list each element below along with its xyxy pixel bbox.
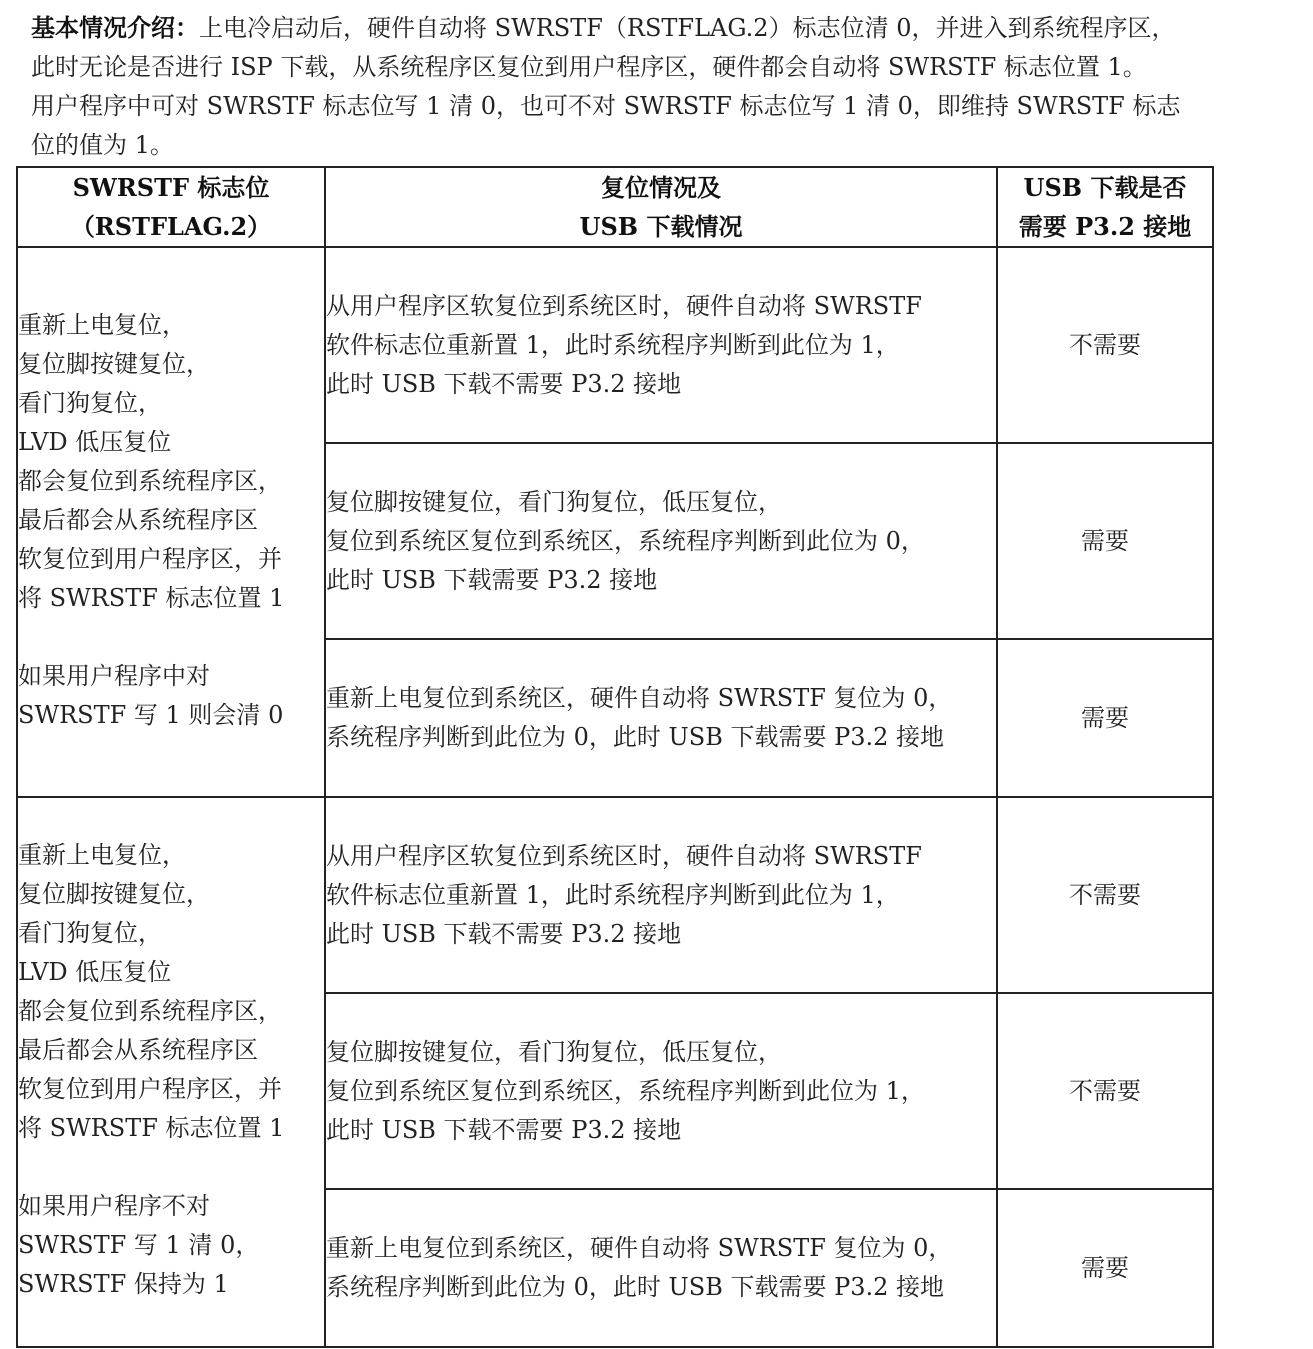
table-row [17,247,1213,443]
p32-answer-cell: 需要 [997,443,1213,639]
description-line: 从用户程序区软复位到系统区时，硬件自动将 SWRSTF [326,841,922,870]
reset-description-cell [325,797,997,993]
condition-note-line: SWRSTF 写 1 则会清 0 [18,701,284,729]
header-line: （RSTFLAG.2） [70,212,272,241]
intro-line: 上电冷启动后，硬件自动将 SWRSTF（RSTFLAG.2）标志位清 0，并进入到系统程序区， [199,14,1176,42]
description-line: 系统程序判断到此位为 0，此时 USB 下载需要 P3.2 接地 [326,1273,945,1301]
table-row [17,797,1213,993]
description-line: 软件标志位重新置 1，此时系统程序判断到此位为 1， [326,330,900,359]
p32-answer-cell: 不需要 [997,797,1213,993]
condition-line: 都会复位到系统程序区， [18,997,282,1025]
condition-line: 将 SWRSTF 标志位置 1 [18,584,285,612]
condition-note-line: SWRSTF 写 1 清 0， [18,1231,260,1259]
header-line: USB 下载情况 [579,212,743,241]
description-line: 复位脚按键复位，看门狗复位，低压复位， [326,487,782,516]
p32-answer-cell: 需要 [997,1189,1213,1347]
description-line: 复位脚按键复位，看门狗复位，低压复位， [326,1037,782,1066]
condition-note-line: 如果用户程序中对 [18,662,210,690]
condition-line: 重新上电复位， [18,841,186,869]
condition-note-line: SWRSTF 保持为 1 [18,1270,229,1298]
intro-line: 用户程序中可对 SWRSTF 标志位写 1 清 0，也可不对 SWRSTF 标志位写 1 清 0，即维持 SWRSTF 标志 [31,92,1181,120]
condition-line: 都会复位到系统程序区， [18,467,282,495]
spacer [18,1148,324,1187]
reset-description-cell [325,1189,997,1347]
header-reset-usb [325,167,997,247]
condition-line: 看门狗复位， [18,389,162,417]
intro-line: 此时无论是否进行 ISP 下载，从系统程序区复位到用户程序区，硬件都会自动将 SWRSTF 标志位置 1。 [31,53,1147,81]
reset-description-cell [325,639,997,797]
intro-paragraph [31,8,1216,165]
description-line: 从用户程序区软复位到系统区时，硬件自动将 SWRSTF [326,291,922,320]
header-swrstf-flag [17,167,325,247]
spacer [18,618,324,657]
description-line: 复位到系统区复位到系统区，系统程序判断到此位为 1， [326,1076,925,1105]
condition-line: 最后都会从系统程序区 [18,1036,258,1064]
intro-line: 位的值为 1。 [31,131,174,159]
condition-line: LVD 低压复位 [18,428,172,456]
header-line: 需要 P3.2 接地 [1018,212,1192,241]
reset-description-cell [325,247,997,443]
swrstf-table [16,166,1214,1348]
p32-answer-cell: 需要 [997,639,1213,797]
description-line: 重新上电复位到系统区，硬件自动将 SWRSTF 复位为 0， [326,1234,953,1262]
condition-line: 看门狗复位， [18,919,162,947]
p32-answer-cell: 不需要 [997,993,1213,1189]
condition-line: LVD 低压复位 [18,958,172,986]
condition-note-line: 如果用户程序不对 [18,1192,210,1220]
condition-line: 将 SWRSTF 标志位置 1 [18,1114,285,1142]
description-line: 此时 USB 下载不需要 P3.2 接地 [326,919,682,948]
description-line: 系统程序判断到此位为 0，此时 USB 下载需要 P3.2 接地 [326,723,945,751]
header-line: SWRSTF 标志位 [72,173,270,202]
condition-line: 复位脚按键复位， [18,880,210,908]
reset-description-cell [325,443,997,639]
condition-line: 最后都会从系统程序区 [18,506,258,534]
description-line: 软件标志位重新置 1，此时系统程序判断到此位为 1， [326,880,900,909]
description-line: 此时 USB 下载不需要 P3.2 接地 [326,369,682,398]
group-1-condition-cell [17,247,325,797]
header-line: 复位情况及 [601,173,721,202]
header-p32-ground [997,167,1213,247]
description-line: 复位到系统区复位到系统区，系统程序判断到此位为 0， [326,526,925,555]
description-line: 此时 USB 下载不需要 P3.2 接地 [326,1115,682,1144]
table-header-row [17,167,1213,247]
condition-line: 重新上电复位， [18,311,186,339]
description-line: 此时 USB 下载需要 P3.2 接地 [326,565,658,594]
condition-line: 复位脚按键复位， [18,350,210,378]
reset-description-cell [325,993,997,1189]
group-2-condition-cell [17,797,325,1347]
condition-line: 软复位到用户程序区，并 [18,545,282,573]
description-line: 重新上电复位到系统区，硬件自动将 SWRSTF 复位为 0， [326,684,953,712]
condition-line: 软复位到用户程序区，并 [18,1075,282,1103]
intro-title: 基本情况介绍： [31,13,199,42]
p32-answer-cell: 不需要 [997,247,1213,443]
header-line: USB 下载是否 [1023,173,1187,202]
